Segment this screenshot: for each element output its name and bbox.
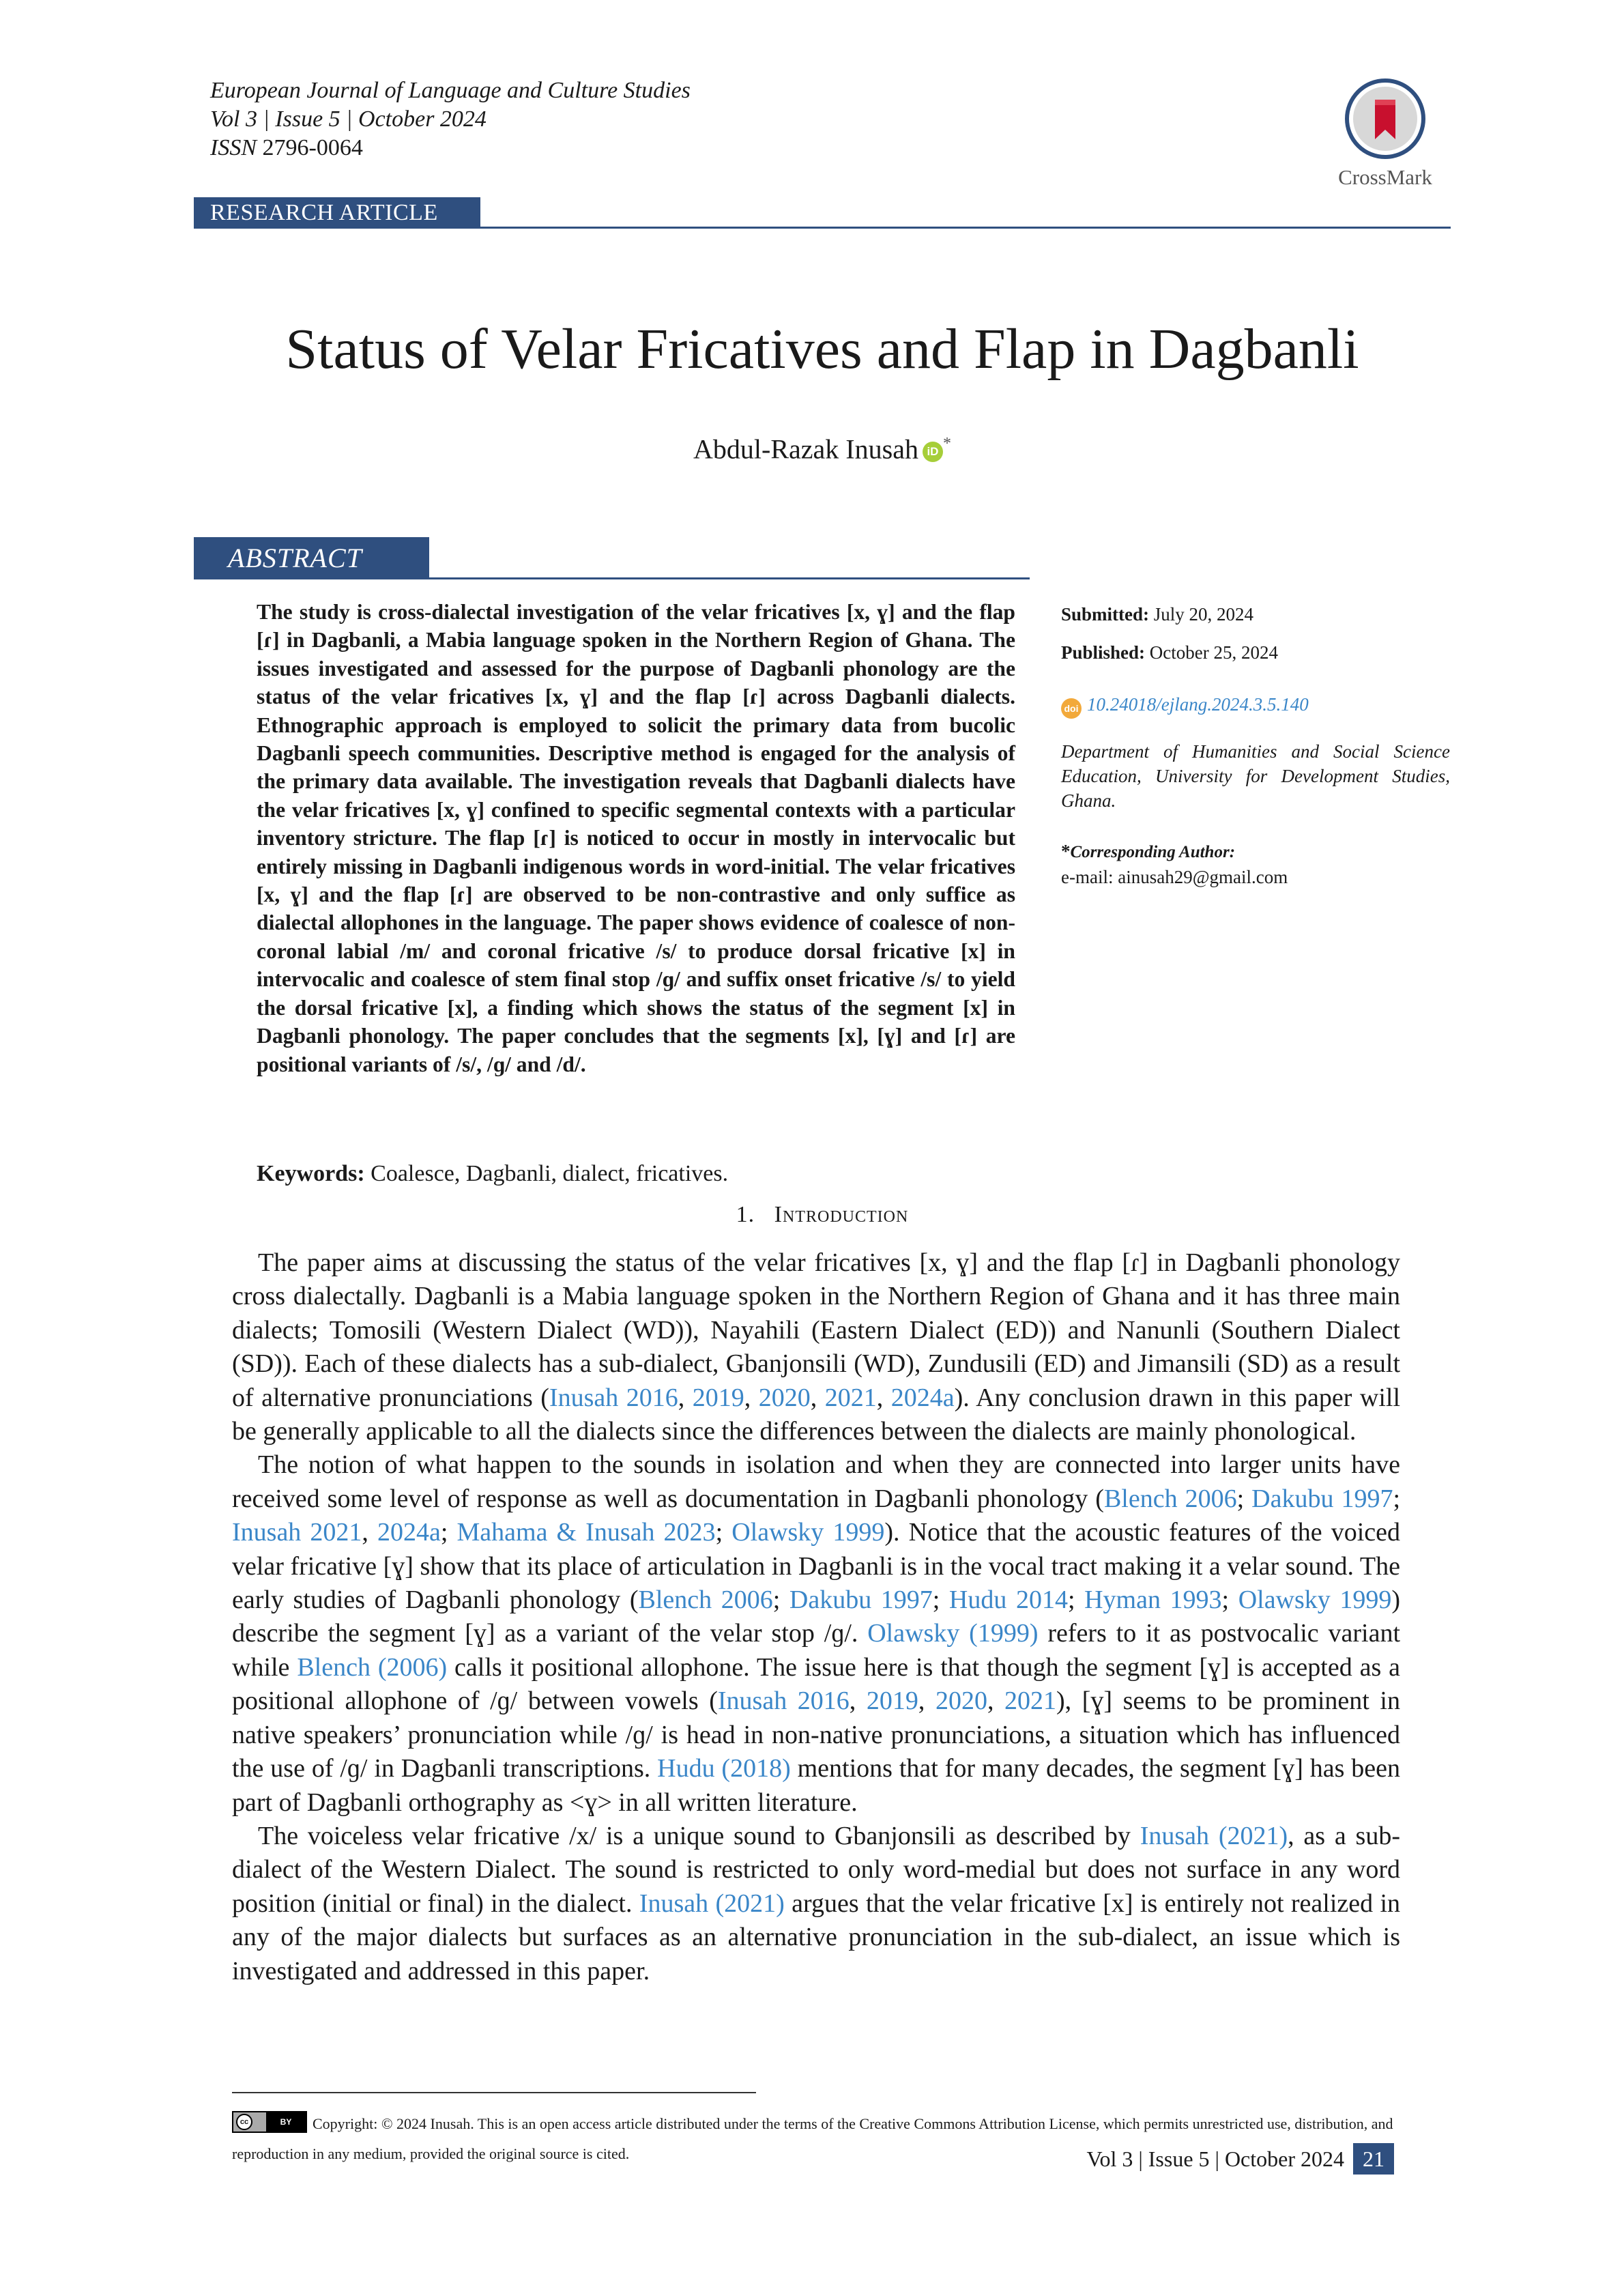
submitted-row — [1061, 602, 1450, 627]
text-run: ; — [1067, 1585, 1085, 1615]
text-run: mentions that for many decades, the segment [ɣ] has been part of Dagbanli orthography as <ɣ> in all written literature. — [232, 1754, 1400, 1817]
citation-link[interactable]: 2021 — [1004, 1687, 1057, 1716]
abstract-text: The study is cross-dialectal investigation of the velar fricatives [x, ɣ] and the flap [ɾ] in Dagbanli, a Mabia language spoken in the Northern Region of Ghana. The issues investigated and assessed for the purpose of Dagbanli phonology are the status of the velar fricatives [x, ɣ] and the flap [ɾ] across Dagbanli dialects. Ethnographic approach is employed to solicit the primary data from bucolic Dagbanli speech communities. Descriptive method is engaged for the analysis of the primary data available. The investigation reveals that Dagbanli dialects have the velar fricatives [x, ɣ] confined to specific segmental contexts with a particular inventory stricture. The flap [ɾ] is noticed to occur in mostly in intervocalic but entirely missing in Dagbanli indigenous words in word-initial. The velar fricatives [x, ɣ] and the flap [ɾ] are observed to be non-contrastive and only suffice as dialectal allophones in the language. The paper shows evidence of coalesce of non-coronal labial /m/ and coronal fricative /s/ to produce dorsal fricative [x] in intervocalic and coalesce of stem final stop /ɡ/ and suffix onset fricative /s/ to yield the dorsal fricative [x], a finding which shows the status of the segment [x] in Dagbanli phonology. The paper concludes that the segments [x], [ɣ] and [ɾ] are positional variants of /s/, /ɡ/ and /d/. — [257, 600, 1015, 1076]
citation-link[interactable]: Blench (2006) — [297, 1652, 448, 1682]
author-line — [194, 427, 1451, 466]
doi-row — [1061, 692, 1450, 719]
abstract-divider — [194, 577, 1030, 579]
citation-link[interactable]: 2020 — [758, 1383, 811, 1412]
article-info-sidebar — [1061, 602, 1450, 889]
crossmark-icon — [1320, 75, 1450, 164]
citation-link[interactable]: Inusah (2021) — [639, 1889, 785, 1918]
paragraph-1 — [232, 1246, 1400, 1448]
citation-link[interactable]: 2020 — [935, 1687, 987, 1716]
citation-link[interactable]: Olawsky 1999 — [1238, 1585, 1392, 1615]
citation-link[interactable]: Inusah 2016 — [717, 1687, 850, 1716]
footer-issue: Vol 3 | Issue 5 | October 2024 — [1086, 2147, 1344, 2171]
doi-link[interactable]: 10.24018/ejlang.2024.3.5.140 — [1087, 694, 1309, 715]
text-run: ) describe the segment [ɣ] as a variant of the velar stop /ɡ/. — [232, 1585, 1401, 1648]
citation-link[interactable]: Mahama & Inusah 2023 — [456, 1518, 716, 1547]
citation-link[interactable]: Hudu 2014 — [948, 1585, 1068, 1615]
copyright-text: Copyright: © 2024 Inusah. This is an open access article distributed under the terms of the Creative Commons Attribution License, which permits unrestricted use, distribution, and reproduction in any medium, provided the original source is cited. — [232, 2115, 1393, 2162]
citation-link[interactable]: Inusah 2021 — [232, 1518, 362, 1547]
text-run: , as a sub-dialect of the Western Dialect. The sound is restricted to only word-medial but does not surface in any word position (initial or final) in the dialect. — [232, 1821, 1400, 1918]
citation-link[interactable]: Inusah (2021) — [1140, 1821, 1288, 1850]
text-run: ). Any conclusion drawn in this paper will be generally applicable to all the dialects since the differences between the dialects are mainly phonological. — [232, 1383, 1401, 1446]
page-number: 21 — [1353, 2143, 1394, 2175]
text-run: , — [810, 1383, 825, 1412]
text-run: , — [876, 1383, 891, 1412]
citation-link[interactable]: Olawsky 1999 — [731, 1518, 885, 1547]
author-affiliation: Department of Humanities and Social Science Education, University for Development Studies, Ghana. — [1061, 741, 1450, 811]
text-run: ; — [772, 1585, 789, 1615]
keywords — [257, 1159, 1417, 1189]
citation-link[interactable]: Dakubu 1997 — [1251, 1484, 1393, 1513]
published-label: Published: — [1061, 642, 1146, 663]
text-run: calls it positional allophone. The issue here is that though the segment [ɣ] is accepted as a positional allophone of /ɡ/ between vowels ( — [232, 1652, 1400, 1716]
footnote-divider — [232, 2092, 756, 2093]
text-run: ; — [1221, 1585, 1238, 1615]
author-name: Abdul-Razak Inusah — [693, 433, 918, 465]
keywords-label: Keywords: — [257, 1161, 365, 1186]
author-marker: * — [942, 435, 951, 453]
text-run: ; — [1393, 1484, 1401, 1513]
text-run: argues that the velar fricative [x] is entirely not realized in any of the major dialects but surfaces as an alternative pronunciation in the sub-dialect, an issue which is investigated and addressed in this paper. — [232, 1889, 1401, 1985]
citation-link[interactable]: 2024a — [890, 1383, 955, 1412]
text-run: ; — [440, 1518, 457, 1547]
crossmark-logo[interactable] — [1320, 75, 1450, 191]
abstract-heading: ABSTRACT — [194, 537, 429, 579]
section-number: 1. — [736, 1202, 755, 1227]
text-run: , — [987, 1687, 1005, 1716]
section-heading — [194, 1200, 1451, 1230]
text-run: ). Notice that the acoustic features of the voiced velar fricative [ɣ] show that its place of articulation in Dagbanli is in the vocal tract making it a velar sound. The early studies of Dagbanli phonology ( — [232, 1518, 1401, 1615]
text-run: ; — [715, 1518, 732, 1547]
issn-value: 2796-0064 — [262, 135, 363, 160]
doi-icon: doi — [1061, 698, 1082, 719]
corr-marker: * — [1061, 841, 1071, 861]
text-run: The paper aims at discussing the status of the velar fricatives [x, ɣ] and the flap [ɾ] in Dagbanli phonology cross dialectally. Dagbanli is a Mabia language spoken in the Northern Region of Ghana and it has three main dialects; Tomosili (Western Dialect (WD)), Nayahili (Eastern Dialect (ED)) and Nanunli (Southern Dialect (SD)). Each of these dialects has a sub-dialect, Gbanjonsili (WD), Zundusili (ED) and Jimansili (SD) as a result of alternative pronunciations ( — [232, 1248, 1400, 1412]
text-run: ; — [932, 1585, 949, 1615]
keywords-value: Coalesce, Dagbanli, dialect, fricatives. — [371, 1161, 729, 1186]
citation-link[interactable]: 2019 — [692, 1383, 744, 1412]
corr-email[interactable]: e-mail: ainusah29@gmail.com — [1061, 867, 1288, 887]
citation-link[interactable]: 2019 — [866, 1687, 918, 1716]
citation-link[interactable]: 2021 — [824, 1383, 877, 1412]
published-date: October 25, 2024 — [1149, 642, 1279, 663]
citation-link[interactable]: 2024a — [377, 1518, 441, 1547]
article-title: Status of Velar Fricatives and Flap in Dagbanli — [285, 317, 1359, 381]
text-run: The notion of what happen to the sounds in isolation and when they are connected into larger units have received some level of response as well as documentation in Dagbanli phonology ( — [232, 1450, 1400, 1513]
citation-link[interactable]: Blench 2006 — [1103, 1484, 1237, 1513]
text-run: ), [ɣ] seems to be prominent in native speakers’ pronunciation while /ɡ/ is head in non-native pronunciations, a situation which has influenced the use of /ɡ/ in Dagbanli transcriptions. — [232, 1687, 1400, 1783]
by-icon: BY — [266, 2112, 306, 2132]
text-run: ; — [1236, 1484, 1252, 1513]
text-run: refers to it as postvocalic variant while — [232, 1619, 1400, 1682]
cc-by-license-icon[interactable] — [232, 2111, 307, 2133]
corresponding-author — [1061, 839, 1450, 889]
journal-issue: Vol 3 | Issue 5 | October 2024 — [210, 106, 487, 132]
header-divider — [194, 227, 1451, 229]
submitted-label: Submitted: — [1061, 604, 1150, 625]
journal-name: European Journal of Language and Culture Studies — [210, 78, 691, 103]
paragraph-2 — [232, 1448, 1400, 1819]
citation-link[interactable]: Olawsky (1999) — [867, 1619, 1039, 1648]
text-run: , — [678, 1383, 693, 1412]
cc-icon: cc — [236, 2114, 252, 2130]
text-run: , — [362, 1518, 377, 1547]
text-run: , — [744, 1383, 759, 1412]
text-run: , — [849, 1687, 867, 1716]
journal-header — [210, 76, 1234, 162]
submitted-date: July 20, 2024 — [1153, 604, 1254, 625]
corr-label: Corresponding Author: — [1070, 843, 1236, 861]
orcid-icon[interactable]: iD — [923, 442, 943, 462]
article-type-badge: RESEARCH ARTICLE — [194, 197, 480, 229]
body-text — [232, 1246, 1400, 1988]
text-run: , — [918, 1687, 936, 1716]
issn-label: ISSN — [210, 135, 257, 160]
section-title: Introduction — [774, 1202, 909, 1227]
citation-link[interactable]: Hyman 1993 — [1084, 1585, 1222, 1615]
crossmark-label: CrossMark — [1338, 165, 1432, 189]
citation-link[interactable]: Dakubu 1997 — [789, 1585, 933, 1615]
text-run: The voiceless velar fricative /x/ is a unique sound to Gbanjonsili as described by — [258, 1821, 1140, 1850]
paragraph-3 — [232, 1820, 1400, 1988]
citation-link[interactable]: Hudu (2018) — [657, 1754, 791, 1783]
citation-link[interactable]: Inusah 2016 — [549, 1383, 678, 1412]
published-row — [1061, 640, 1450, 665]
citation-link[interactable]: Blench 2006 — [638, 1585, 773, 1615]
journal-issn — [210, 134, 1234, 162]
